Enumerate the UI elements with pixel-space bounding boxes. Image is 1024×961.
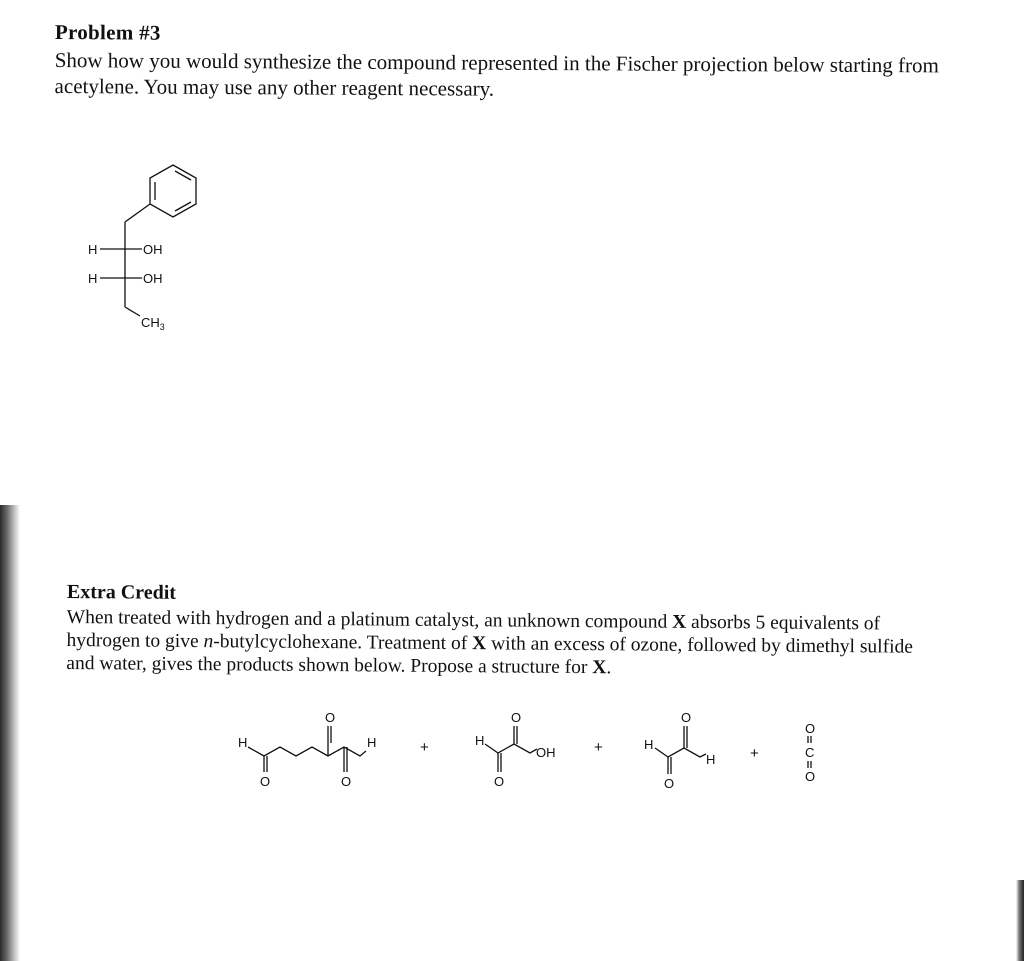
fischer-right-oh-2: OH [143, 271, 163, 286]
problem-title: Problem #3 [54, 20, 161, 45]
benzene-inner-bond-1 [175, 171, 191, 180]
fischer-left-h-1: H [88, 242, 98, 257]
problem-text-line1: Show how you would synthesize the compound represented in the Fischer projection below starting from [54, 47, 939, 78]
extra-line3-c: . [606, 657, 612, 679]
benzene-ring [150, 165, 196, 217]
compound-x-1: X [672, 611, 687, 633]
plus-1: + [420, 739, 429, 756]
fischer-projection [80, 160, 220, 340]
p1-o-top: O [325, 710, 336, 725]
p1-o-bottom-1: O [260, 774, 271, 789]
p4-o-bottom: O [805, 769, 816, 784]
extra-line1-c: absorbs 5 equivalents of [686, 611, 881, 635]
benzene-inner-bond-2 [175, 202, 191, 211]
fischer-right-oh-1: OH [143, 242, 163, 257]
p3-o-bottom: O [664, 776, 675, 791]
extra-line2-a: hydrogen to give [66, 629, 204, 653]
p3-o-top: O [681, 710, 692, 725]
n-prefix: n [203, 631, 214, 653]
problem-section [55, 20, 985, 105]
plus-3: + [750, 745, 759, 762]
p1-h-right: H [367, 735, 377, 750]
problem-text [55, 47, 985, 105]
methyl-bond [125, 307, 140, 316]
extra-line2-e: with an excess of ozone, followed by dimethyl sulfide [486, 633, 914, 658]
extra-credit-title: Extra Credit [66, 581, 177, 604]
problem-text-line2: acetylene. You may use any other reagent necessary. [54, 73, 495, 101]
p2-oh: OH [536, 745, 556, 760]
extra-credit-text [66, 606, 967, 682]
p2-o-top: O [511, 710, 522, 725]
extra-credit-section [66, 581, 967, 682]
p1-h-left: H [238, 735, 248, 750]
extra-line3-a: and water, gives the products shown below. Propose a structure for [66, 652, 593, 679]
fischer-bottom-ch3 [141, 315, 165, 332]
product-1-structure [248, 726, 366, 772]
extra-line2-c: -butylcyclohexane. Treatment of [213, 631, 473, 655]
benzyl-bond [125, 204, 150, 222]
extra-line1-a: When treated with hydrogen and a platinum catalyst, an unknown compound [66, 606, 673, 633]
plus-2: + [594, 739, 603, 756]
p3-h-right: H [706, 752, 716, 767]
methyl-subscript: 3 [159, 322, 165, 332]
product-3-structure [655, 726, 706, 774]
compound-x-2: X [472, 633, 487, 655]
p1-o-bottom-2: O [341, 774, 352, 789]
p4-c: C [805, 745, 815, 760]
scan-shadow-right [1016, 880, 1024, 961]
p2-o-bottom: O [494, 774, 505, 789]
fischer-left-h-2: H [88, 271, 98, 286]
p2-h: H [475, 733, 485, 748]
compound-x-3: X [592, 657, 607, 679]
p3-h-left: H [644, 737, 654, 752]
scan-shadow-left [0, 505, 20, 961]
p4-o-top: O [805, 721, 816, 736]
methyl-label: CH [141, 315, 160, 330]
product-2-structure [485, 726, 537, 772]
ozonolysis-products [230, 700, 850, 800]
